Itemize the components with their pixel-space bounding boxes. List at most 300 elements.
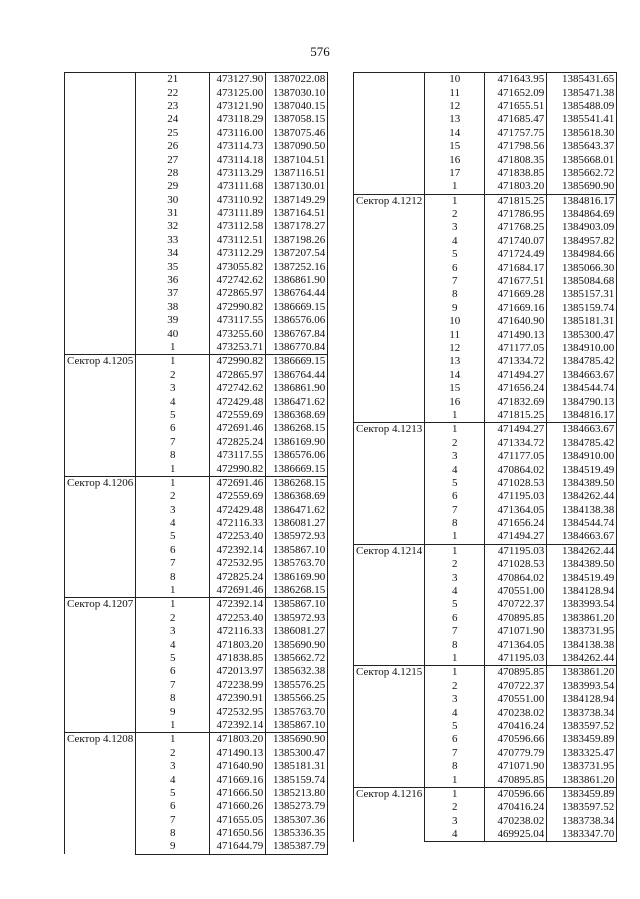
coordinate-table-left [64,72,328,855]
table-row [354,423,617,437]
x-coordinate: 470722.37 [485,598,547,611]
y-coordinate: 1385867.10 [266,598,328,612]
y-coordinate: 1385668.01 [547,153,617,166]
y-coordinate: 1383597.52 [547,720,617,733]
y-coordinate: 1387130.01 [266,180,328,193]
point-number: 5 [425,477,485,490]
y-coordinate: 1384790.13 [547,395,617,408]
x-coordinate: 470238.02 [485,706,547,719]
y-coordinate: 1383731.95 [547,760,617,773]
x-coordinate: 470895.85 [485,612,547,625]
point-number: 4 [425,463,485,476]
x-coordinate: 471177.05 [485,342,547,355]
x-coordinate: 472865.97 [210,287,266,300]
point-number: 24 [136,113,210,126]
point-number: 15 [425,140,485,153]
point-number: 2 [136,490,210,503]
point-number: 6 [425,490,485,503]
y-coordinate: 1386368.69 [266,490,328,503]
point-number: 38 [136,301,210,314]
sector-label: Сектор 4.1207 [65,598,136,733]
point-number: 2 [425,801,485,814]
y-coordinate: 1384519.49 [547,463,617,476]
x-coordinate: 472390.91 [210,692,266,705]
point-number: 1 [136,355,210,369]
x-coordinate: 472116.33 [210,517,266,530]
point-number: 2 [425,208,485,221]
y-coordinate: 1384663.67 [547,369,617,382]
point-number: 2 [136,747,210,760]
x-coordinate: 471798.56 [485,140,547,153]
y-coordinate: 1385159.74 [547,302,617,315]
point-number: 12 [425,342,485,355]
x-coordinate: 471803.20 [210,733,266,747]
y-coordinate: 1386169.90 [266,570,328,583]
y-coordinate: 1384544.74 [547,382,617,395]
point-number: 1 [136,598,210,612]
x-coordinate: 473253.71 [210,341,266,355]
y-coordinate: 1387207.54 [266,247,328,260]
y-coordinate: 1385690.90 [266,733,328,747]
y-coordinate: 1385387.79 [266,840,328,854]
y-coordinate: 1384957.82 [547,235,617,248]
point-number: 6 [136,544,210,557]
y-coordinate: 1386767.84 [266,327,328,340]
point-number: 2 [136,612,210,625]
point-number: 16 [425,153,485,166]
y-coordinate: 1383738.34 [547,706,617,719]
y-coordinate: 1385084.68 [547,275,617,288]
point-number: 8 [425,760,485,773]
point-number: 3 [136,760,210,773]
point-number: 14 [425,127,485,140]
point-number: 6 [136,422,210,435]
x-coordinate: 473112.51 [210,234,266,247]
point-number: 30 [136,194,210,207]
point-number: 9 [425,302,485,315]
y-coordinate: 1386081.27 [266,517,328,530]
x-coordinate: 473111.89 [210,207,266,220]
x-coordinate: 472691.46 [210,422,266,435]
x-coordinate: 471724.49 [485,248,547,261]
y-coordinate: 1385181.31 [266,760,328,773]
y-coordinate: 1383731.95 [547,625,617,638]
y-coordinate: 1384816.17 [547,194,617,208]
y-coordinate: 1383347.70 [547,828,617,842]
table-row [354,787,617,801]
x-coordinate: 471669.16 [485,302,547,315]
x-coordinate: 473113.29 [210,167,266,180]
x-coordinate: 473112.29 [210,247,266,260]
y-coordinate: 1386268.15 [266,584,328,598]
point-number: 6 [136,665,210,678]
y-coordinate: 1387116.51 [266,167,328,180]
point-number: 33 [136,234,210,247]
point-number: 2 [425,437,485,450]
x-coordinate: 472990.82 [210,462,266,476]
point-number: 6 [425,261,485,274]
y-coordinate: 1387030.10 [266,86,328,99]
y-coordinate: 1385690.90 [547,180,617,194]
point-number: 13 [425,113,485,126]
x-coordinate: 471803.20 [485,180,547,194]
table-row [65,355,328,369]
y-coordinate: 1385690.90 [266,638,328,651]
x-coordinate: 471643.95 [485,73,547,87]
x-coordinate: 471656.24 [485,517,547,530]
y-coordinate: 1385867.10 [266,544,328,557]
x-coordinate: 471364.05 [485,504,547,517]
point-number: 5 [425,598,485,611]
point-number: 14 [425,369,485,382]
point-number: 1 [136,341,210,355]
point-number: 34 [136,247,210,260]
point-number: 13 [425,355,485,368]
x-coordinate: 472532.95 [210,705,266,718]
x-coordinate: 470895.85 [485,773,547,787]
sector-label: Сектор 4.1212 [354,194,425,423]
x-coordinate: 471334.72 [485,355,547,368]
y-coordinate: 1384138.38 [547,638,617,651]
y-coordinate: 1385181.31 [547,315,617,328]
point-number: 11 [425,86,485,99]
y-coordinate: 1385643.37 [547,140,617,153]
y-coordinate: 1385157.31 [547,288,617,301]
y-coordinate: 1384785.42 [547,437,617,450]
y-coordinate: 1384785.42 [547,355,617,368]
y-coordinate: 1385541.41 [547,113,617,126]
x-coordinate: 471490.13 [210,747,266,760]
y-coordinate: 1384128.94 [547,585,617,598]
x-coordinate: 471028.53 [485,477,547,490]
point-number: 17 [425,167,485,180]
y-coordinate: 1385066.30 [547,261,617,274]
point-number: 3 [136,382,210,395]
page-number: 576 [310,44,330,59]
y-coordinate: 1383861.20 [547,773,617,787]
y-coordinate: 1387040.15 [266,100,328,113]
x-coordinate: 473127.90 [210,73,266,87]
x-coordinate: 471655.51 [485,100,547,113]
point-number: 39 [136,314,210,327]
x-coordinate: 471685.47 [485,113,547,126]
y-coordinate: 1386368.69 [266,409,328,422]
x-coordinate: 471815.25 [485,194,547,208]
y-coordinate: 1386669.15 [266,301,328,314]
point-number: 3 [425,814,485,827]
sector-label: Сектор 4.1208 [65,733,136,855]
point-number: 1 [136,584,210,598]
y-coordinate: 1384262.44 [547,652,617,666]
point-number: 5 [136,787,210,800]
x-coordinate: 472742.62 [210,274,266,287]
sector-label: Сектор 4.1206 [65,476,136,598]
x-coordinate: 473114.73 [210,140,266,153]
point-number: 23 [136,100,210,113]
point-number: 28 [136,167,210,180]
x-coordinate: 471640.90 [485,315,547,328]
coordinate-table-right [353,72,617,842]
x-coordinate: 471494.27 [485,423,547,437]
x-coordinate: 471832.69 [485,395,547,408]
point-number: 1 [425,773,485,787]
x-coordinate: 473117.55 [210,314,266,327]
point-number: 22 [136,86,210,99]
x-coordinate: 472691.46 [210,476,266,490]
y-coordinate: 1386576.06 [266,449,328,462]
y-coordinate: 1384816.17 [547,409,617,423]
sector-label [65,73,136,355]
point-number: 3 [425,571,485,584]
point-number: 2 [425,558,485,571]
y-coordinate: 1385763.70 [266,557,328,570]
y-coordinate: 1387022.08 [266,73,328,87]
y-coordinate: 1387198.26 [266,234,328,247]
x-coordinate: 471768.25 [485,221,547,234]
y-coordinate: 1384128.94 [547,693,617,706]
y-coordinate: 1384262.44 [547,490,617,503]
y-coordinate: 1385763.70 [266,705,328,718]
x-coordinate: 471494.27 [485,369,547,382]
y-coordinate: 1386764.44 [266,369,328,382]
point-number: 4 [425,706,485,719]
point-number: 2 [425,680,485,693]
x-coordinate: 471334.72 [485,437,547,450]
y-coordinate: 1386576.06 [266,314,328,327]
point-number: 29 [136,180,210,193]
y-coordinate: 1383597.52 [547,801,617,814]
x-coordinate: 473111.68 [210,180,266,193]
y-coordinate: 1383993.54 [547,598,617,611]
x-coordinate: 471660.26 [210,800,266,813]
x-coordinate: 471655.05 [210,813,266,826]
x-coordinate: 470551.00 [485,693,547,706]
point-number: 1 [425,180,485,194]
point-number: 31 [136,207,210,220]
y-coordinate: 1384864.69 [547,208,617,221]
x-coordinate: 472116.33 [210,625,266,638]
point-number: 5 [136,530,210,543]
point-number: 11 [425,328,485,341]
y-coordinate: 1386669.15 [266,355,328,369]
sector-label: Сектор 4.1214 [354,544,425,666]
point-number: 3 [425,693,485,706]
x-coordinate: 470596.66 [485,787,547,801]
point-number: 4 [425,235,485,248]
y-coordinate: 1384262.44 [547,544,617,558]
y-coordinate: 1385488.09 [547,100,617,113]
x-coordinate: 471028.53 [485,558,547,571]
table-row [354,194,617,208]
y-coordinate: 1383861.20 [547,612,617,625]
x-coordinate: 472825.24 [210,570,266,583]
x-coordinate: 470416.24 [485,720,547,733]
x-coordinate: 470416.24 [485,801,547,814]
y-coordinate: 1387164.51 [266,207,328,220]
point-number: 7 [136,813,210,826]
y-coordinate: 1386169.90 [266,436,328,449]
x-coordinate: 471650.56 [210,827,266,840]
y-coordinate: 1384389.50 [547,558,617,571]
y-coordinate: 1384910.00 [547,342,617,355]
y-coordinate: 1384519.49 [547,571,617,584]
point-number: 37 [136,287,210,300]
point-number: 25 [136,127,210,140]
x-coordinate: 472253.40 [210,530,266,543]
x-coordinate: 471803.20 [210,638,266,651]
point-number: 4 [136,773,210,786]
x-coordinate: 471490.13 [485,328,547,341]
x-coordinate: 471669.28 [485,288,547,301]
x-coordinate: 472392.14 [210,544,266,557]
y-coordinate: 1386471.62 [266,504,328,517]
point-number: 7 [136,557,210,570]
table-row [65,598,328,612]
x-coordinate: 472253.40 [210,612,266,625]
point-number: 4 [136,638,210,651]
y-coordinate: 1385159.74 [266,773,328,786]
x-coordinate: 471652.09 [485,86,547,99]
y-coordinate: 1386268.15 [266,476,328,490]
point-number: 1 [136,462,210,476]
y-coordinate: 1385632.38 [266,665,328,678]
x-coordinate: 471071.90 [485,760,547,773]
y-coordinate: 1385576.25 [266,679,328,692]
x-coordinate: 472990.82 [210,301,266,314]
point-number: 1 [136,719,210,733]
x-coordinate: 472691.46 [210,584,266,598]
point-number: 1 [425,409,485,423]
x-coordinate: 473125.00 [210,86,266,99]
x-coordinate: 471071.90 [485,625,547,638]
point-number: 10 [425,315,485,328]
y-coordinate: 1385867.10 [266,719,328,733]
y-coordinate: 1383459.89 [547,733,617,746]
x-coordinate: 471838.85 [210,652,266,665]
x-coordinate: 470895.85 [485,666,547,680]
y-coordinate: 1383325.47 [547,747,617,760]
x-coordinate: 470779.79 [485,747,547,760]
y-coordinate: 1386861.90 [266,382,328,395]
x-coordinate: 473116.00 [210,127,266,140]
y-coordinate: 1383738.34 [547,814,617,827]
x-coordinate: 473114.18 [210,153,266,166]
point-number: 8 [136,827,210,840]
point-number: 1 [425,787,485,801]
point-number: 8 [425,288,485,301]
y-coordinate: 1385662.72 [547,167,617,180]
point-number: 1 [136,476,210,490]
x-coordinate: 470864.02 [485,463,547,476]
y-coordinate: 1385972.93 [266,530,328,543]
x-coordinate: 473110.92 [210,194,266,207]
point-number: 7 [425,275,485,288]
point-number: 1 [425,666,485,680]
point-number: 7 [136,679,210,692]
y-coordinate: 1387178.27 [266,220,328,233]
point-number: 21 [136,73,210,87]
y-coordinate: 1385662.72 [266,652,328,665]
point-number: 3 [136,625,210,638]
x-coordinate: 471364.05 [485,638,547,651]
point-number: 8 [425,517,485,530]
x-coordinate: 471838.85 [485,167,547,180]
point-number: 12 [425,100,485,113]
sector-label: Сектор 4.1215 [354,666,425,788]
table-row [354,73,617,87]
x-coordinate: 471808.35 [485,153,547,166]
point-number: 8 [136,692,210,705]
point-number: 10 [425,73,485,87]
point-number: 1 [425,194,485,208]
point-number: 4 [425,585,485,598]
y-coordinate: 1384389.50 [547,477,617,490]
x-coordinate: 473117.55 [210,449,266,462]
y-coordinate: 1385300.47 [266,747,328,760]
point-number: 5 [136,409,210,422]
point-number: 6 [425,612,485,625]
point-number: 8 [425,638,485,651]
point-number: 7 [136,436,210,449]
y-coordinate: 1385566.25 [266,692,328,705]
point-number: 27 [136,153,210,166]
y-coordinate: 1383459.89 [547,787,617,801]
point-number: 9 [136,705,210,718]
x-coordinate: 470864.02 [485,571,547,584]
point-number: 35 [136,260,210,273]
y-coordinate: 1386861.90 [266,274,328,287]
x-coordinate: 473055.82 [210,260,266,273]
point-number: 5 [425,720,485,733]
table-row [65,733,328,747]
x-coordinate: 471684.17 [485,261,547,274]
point-number: 7 [425,747,485,760]
point-number: 3 [425,221,485,234]
x-coordinate: 470596.66 [485,733,547,746]
x-coordinate: 471494.27 [485,530,547,544]
point-number: 4 [136,395,210,408]
x-coordinate: 472429.48 [210,395,266,408]
point-number: 7 [425,504,485,517]
y-coordinate: 1384910.00 [547,450,617,463]
point-number: 26 [136,140,210,153]
x-coordinate: 471666.50 [210,787,266,800]
x-coordinate: 473255.60 [210,327,266,340]
x-coordinate: 470722.37 [485,680,547,693]
point-number: 32 [136,220,210,233]
point-number: 5 [136,652,210,665]
table-row [354,544,617,558]
point-number: 2 [136,369,210,382]
y-coordinate: 1384138.38 [547,504,617,517]
point-number: 1 [425,544,485,558]
sector-label: Сектор 4.1216 [354,787,425,842]
x-coordinate: 471195.03 [485,490,547,503]
x-coordinate: 472429.48 [210,504,266,517]
y-coordinate: 1387149.29 [266,194,328,207]
x-coordinate: 471757.75 [485,127,547,140]
y-coordinate: 1383861.20 [547,666,617,680]
point-number: 15 [425,382,485,395]
y-coordinate: 1386764.44 [266,287,328,300]
point-number: 6 [136,800,210,813]
point-number: 7 [425,625,485,638]
x-coordinate: 470238.02 [485,814,547,827]
y-coordinate: 1386081.27 [266,625,328,638]
x-coordinate: 471195.03 [485,652,547,666]
x-coordinate: 473112.58 [210,220,266,233]
x-coordinate: 471740.07 [485,235,547,248]
